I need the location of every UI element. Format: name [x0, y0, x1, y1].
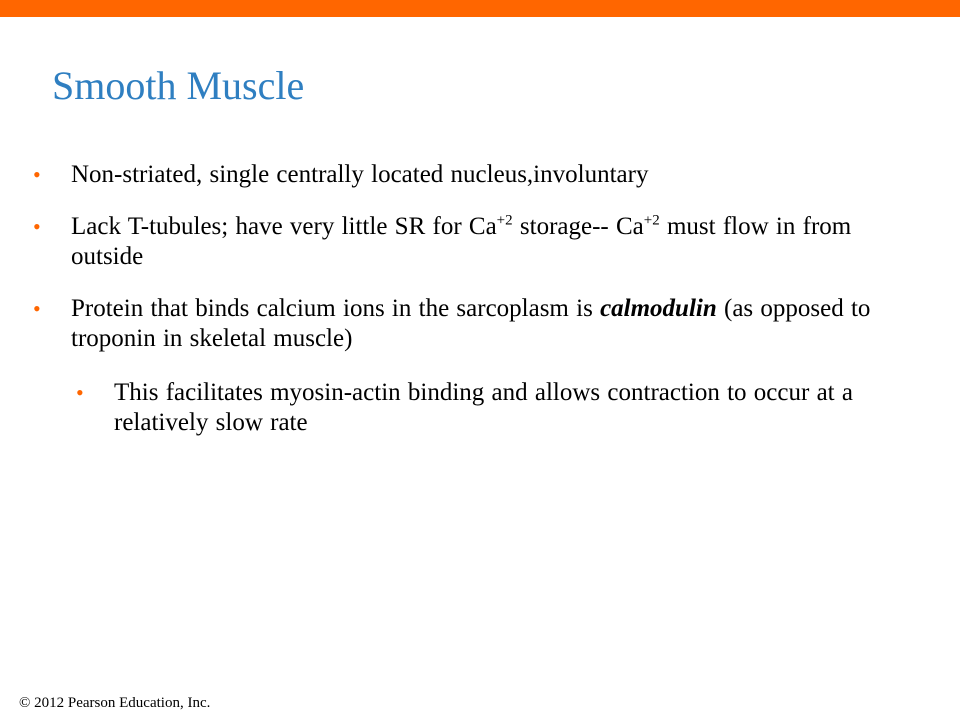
bullet-marker: • [33, 162, 41, 187]
calmodulin-emphasis: calmodulin [600, 295, 717, 322]
bullet-3-part-1: Protein that binds calcium ions in the sarcoplasm is [71, 295, 601, 322]
bullet-2-part-3: must flow in from outside [71, 213, 852, 270]
bullet-item-1 [33, 160, 871, 190]
bullet-marker: • [33, 214, 41, 239]
copyright-footer: © 2012 Pearson Education, Inc. [19, 695, 211, 711]
bullet-3-part-2: (as opposed to troponin in skeletal muscle) [71, 295, 871, 352]
bullet-item-2 [33, 212, 871, 272]
slide-title: Smooth Muscle [52, 63, 305, 108]
calcium-charge-superscript: +2 [643, 212, 660, 229]
top-accent-bar [0, 0, 960, 17]
bullet-text-3 [71, 294, 871, 354]
sub-bullet-item [76, 378, 874, 438]
bullet-item-3 [33, 294, 871, 354]
bullet-2-part-1: Lack T-tubules; have very little SR for Ca [71, 213, 497, 240]
bullet-marker: • [76, 380, 84, 405]
bullet-text-1: Non-striated, single centrally located nucleus,involuntary [71, 161, 649, 188]
bullet-marker: • [33, 296, 41, 321]
bullet-text-2 [71, 212, 871, 272]
bullet-2-part-2: storage-- Ca [512, 213, 644, 240]
sub-bullet-text: This facilitates myosin-actin binding and allows contraction to occur at a relatively slow rate [114, 379, 853, 436]
calcium-charge-superscript: +2 [496, 212, 513, 229]
